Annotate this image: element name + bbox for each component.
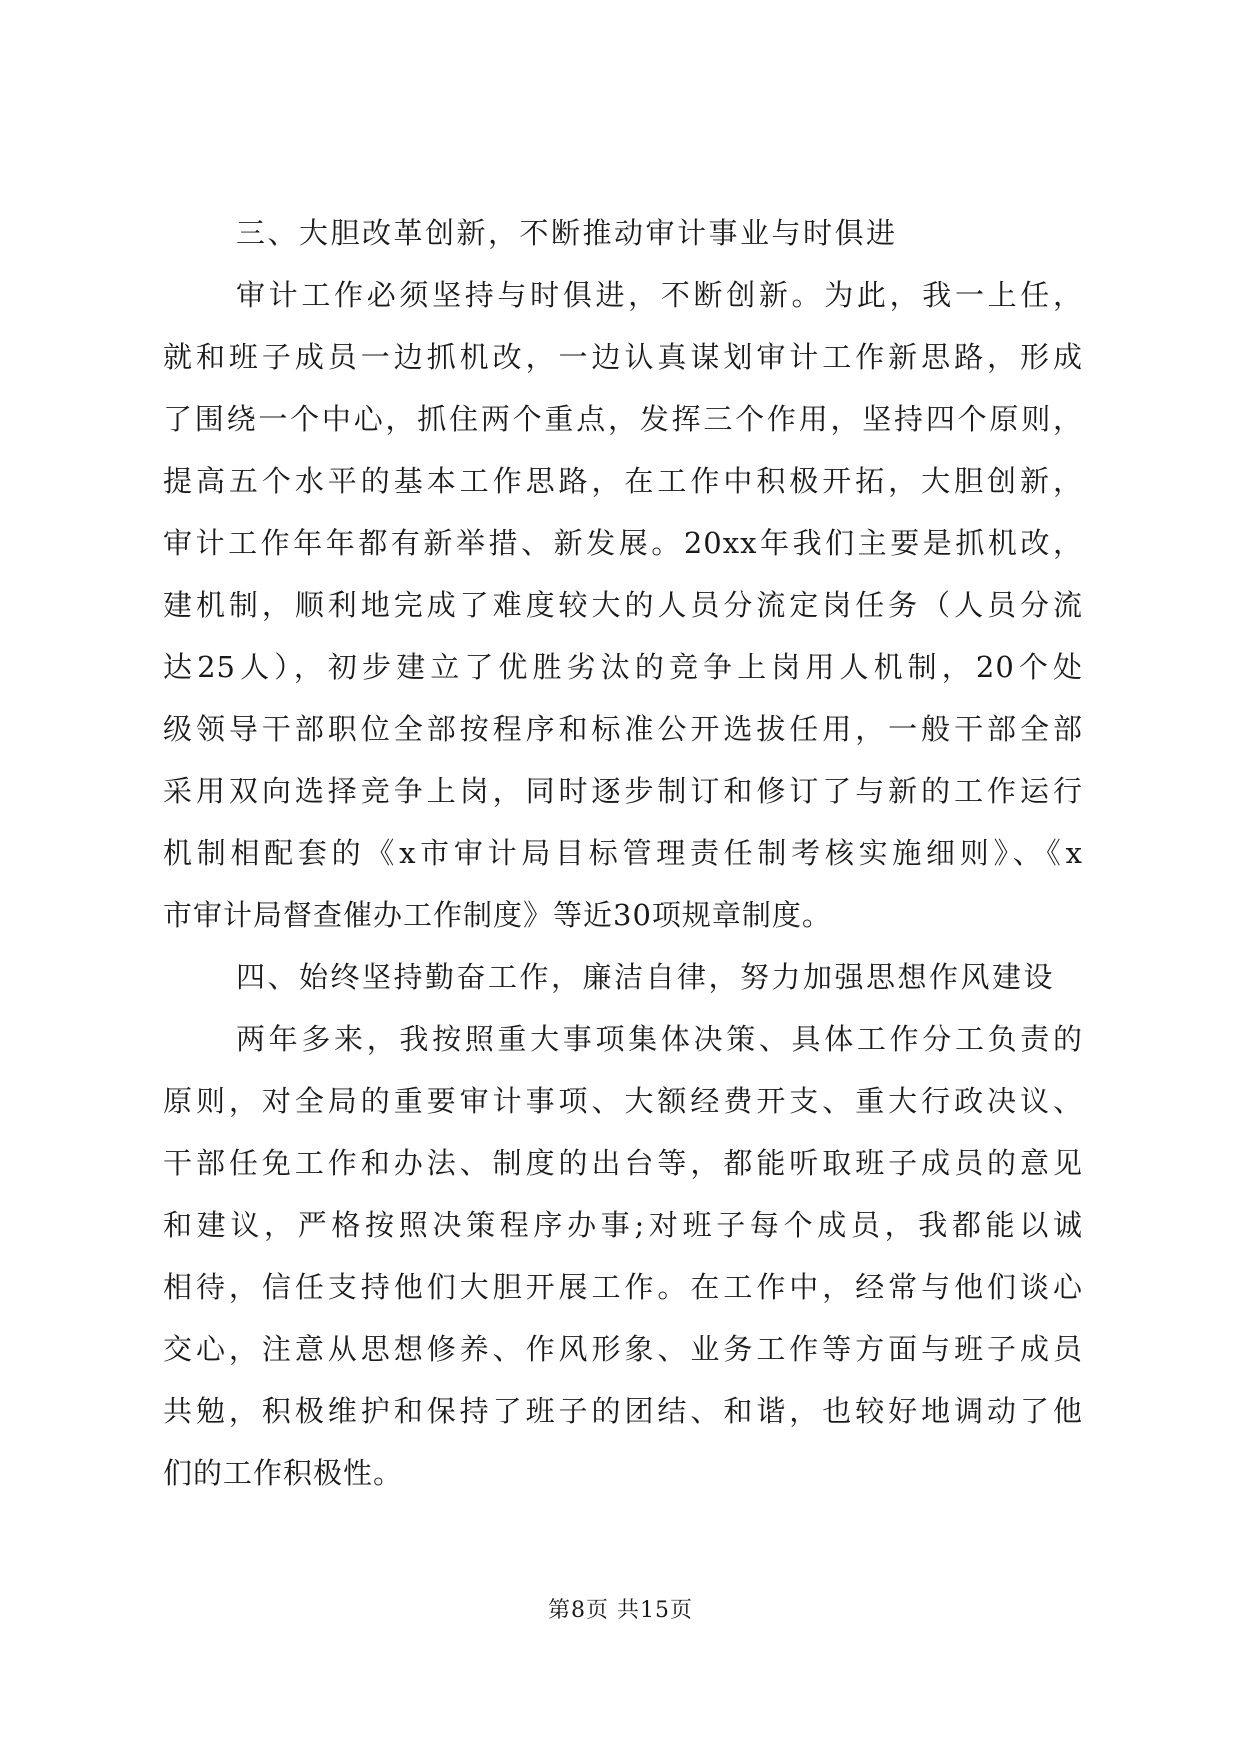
section-4-heading: 四、始终坚持勤奋工作，廉洁自律，努力加强思想作风建设 — [236, 960, 1056, 994]
paragraph-line: 们的工作积极性。 — [163, 1456, 404, 1490]
paragraph-line: 机制相配套的《x市审计局目标管理责任制考核实施细则》、《x — [163, 836, 1083, 870]
paragraph-line: 了围绕一个中心，抓住两个重点，发挥三个作用，坚持四个原则， — [163, 402, 1083, 436]
paragraph-line: 达25人），初步建立了优胜劣汰的竞争上岗用人机制，20个处 — [163, 650, 1083, 684]
page-number-footer: 第8页 共15页 — [548, 1598, 693, 1623]
paragraph-line: 干部任免工作和办法、制度的出台等，都能听取班子成员的意见 — [163, 1146, 1083, 1180]
paragraph-line: 级领导干部职位全部按程序和标准公开选拔任用，一般干部全部 — [163, 712, 1083, 746]
paragraph-line: 就和班子成员一边抓机改，一边认真谋划审计工作新思路，形成 — [163, 340, 1083, 374]
paragraph-line: 原则，对全局的重要审计事项、大额经费开支、重大行政决议、 — [163, 1084, 1083, 1118]
paragraph-line: 市审计局督查催办工作制度》等近30项规章制度。 — [163, 898, 832, 932]
paragraph-line: 采用双向选择竞争上岗，同时逐步制订和修订了与新的工作运行 — [163, 774, 1083, 808]
paragraph-line: 相待，信任支持他们大胆开展工作。在工作中，经常与他们谈心 — [163, 1270, 1083, 1304]
paragraph-line: 共勉，积极维护和保持了班子的团结、和谐，也较好地调动了他 — [163, 1394, 1083, 1428]
paragraph-line: 审计工作年年都有新举措、新发展。20xx年我们主要是抓机改， — [163, 526, 1083, 560]
paragraph-line: 两年多来，我按照重大事项集体决策、具体工作分工负责的 — [236, 1022, 1083, 1056]
paragraph-line: 审计工作必须坚持与时俱进，不断创新。为此，我一上任， — [236, 278, 1083, 312]
document-body — [163, 202, 1083, 1504]
paragraph-line: 交心，注意从思想修养、作风形象、业务工作等方面与班子成员 — [163, 1332, 1083, 1366]
paragraph-line: 提高五个水平的基本工作思路，在工作中积极开拓，大胆创新， — [163, 464, 1083, 498]
paragraph-line: 建机制，顺利地完成了难度较大的人员分流定岗任务（人员分流 — [163, 588, 1083, 622]
section-3-heading: 三、大胆改革创新，不断推动审计事业与时俱进 — [236, 216, 898, 250]
paragraph-line: 和建议，严格按照决策程序办事;对班子每个成员，我都能以诚 — [163, 1208, 1083, 1242]
